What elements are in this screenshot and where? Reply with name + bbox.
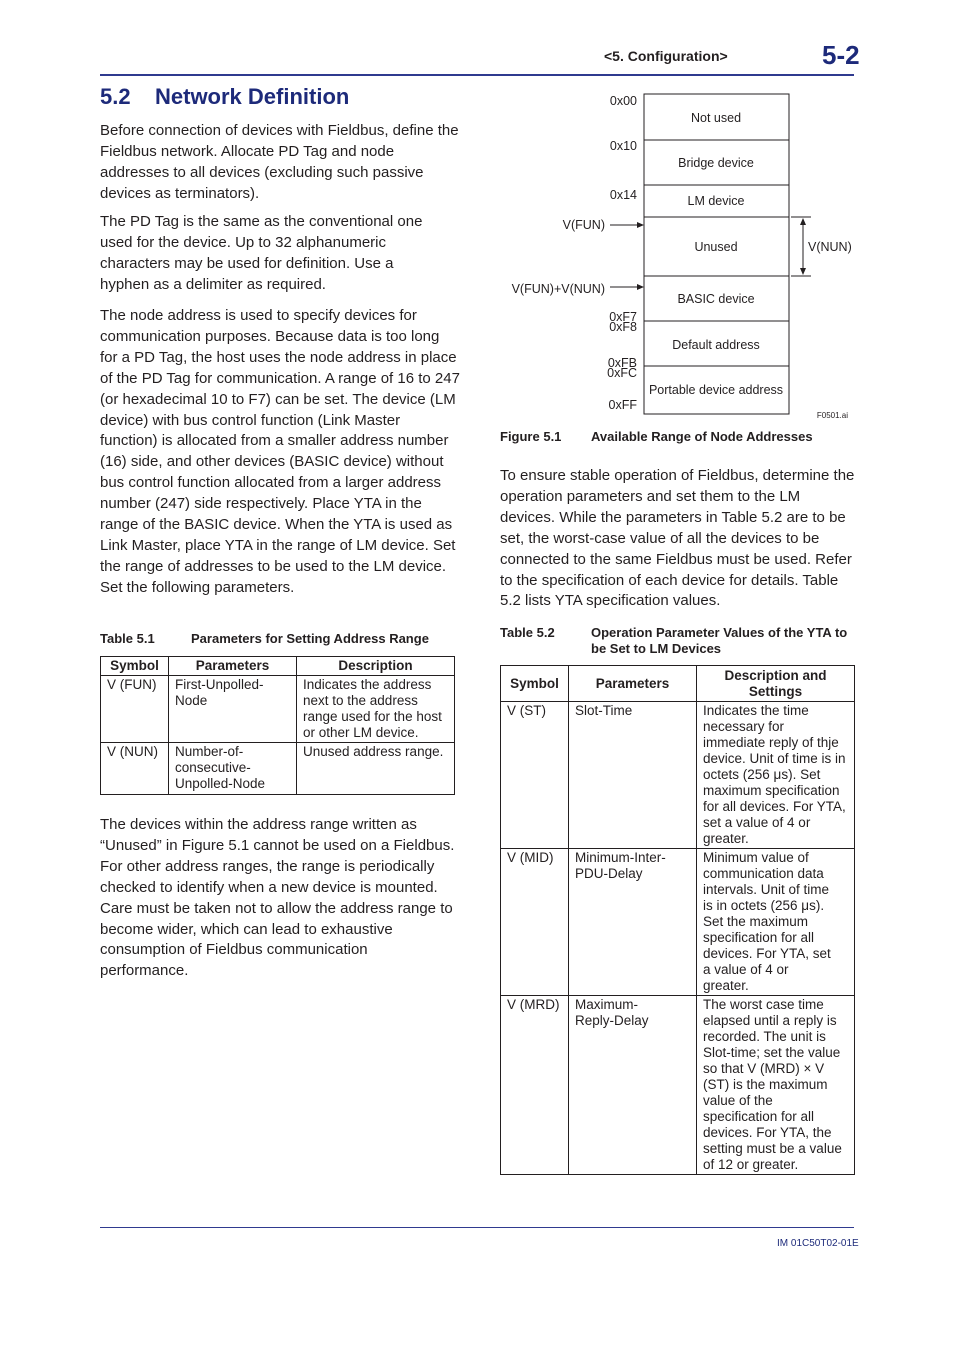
table-header-cell: Symbol [501,666,569,702]
figure-title: Available Range of Node Addresses [591,429,813,444]
table-header-row [501,666,855,702]
document-code: IM 01C50T02-01E [777,1238,859,1249]
section-title [100,84,349,110]
chapter-header: <5. Configuration> [604,48,728,64]
table-cell: V (MID) [501,849,569,996]
node-address-paragraph: The node address is used to specify devices for communication purposes. Because data is too long for a PD Tag, the host uses the node address in place of the PD Tag for communication. A range of 16 to 247 (or hexadecimal 10 to F7) can be set. The device (LM device) with bus control function (Link Master function) is allocated from a smaller address number (16) side, and other devices (BASIC device) without bus control function allocated from a larger address number (247) side respectively. Place YTA in the range of the BASIC device. When the YTA is used as Link Master, place YTA in the range of LM device. Set the range of addresses to be used to the LM device. Set the following parameters. [100,307,460,596]
table2-label: Table 5.2 [500,625,555,640]
table-header-cell: Symbol [101,657,169,676]
figure-caption [500,429,860,445]
operation-parameters-paragraph: To ensure stable operation of Fieldbus, determine the operation parameters and set them to the LM devices. While the parameters in Table 5.2 are to be set, the worst-case value of all the devices to be connected to the same Fieldbus must be used. Refer to the specification of each device for details. Table 5.2 lists YTA specification values. [500,467,855,610]
table1 [100,656,455,795]
pd-tag-paragraph: The PD Tag is the same as the conventional one used for the device. Up to 32 alphanumeric characters may be used for definition. Use a hyphen as a delimiter as required. [100,213,423,293]
footer-rule [100,1227,854,1228]
address-label: 0xFC [607,366,637,380]
table-cell: Minimum value of communication data intervals. Unit of time is in octets (256 μs). Set the maximum specification for all devices. For YTA, set a value of 4 or greater. [697,849,855,996]
table2 [500,665,855,1175]
node-address-figure [500,88,860,423]
table-row [501,996,855,1175]
table-cell: First-Unpolled-Node [169,676,297,743]
block-portable-device-address: Portable device address [648,383,784,397]
address-label: 0xFB [607,356,637,370]
block-unused: Unused [694,240,738,254]
table-cell: V (FUN) [101,676,169,743]
unused-range-paragraph: The devices within the address range written as “Unused” in Figure 5.1 cannot be used on a Fieldbus. For other address ranges, the range is periodically checked to identify when a new device is mounted. Care must be taken not to allow the address range to become wider, which can lead to exhaustive consumption of Fieldbus communication performance. [100,816,455,980]
table1-title: Parameters for Setting Address Range [191,631,429,646]
figure-label: Figure 5.1 [500,429,562,444]
table-row [501,702,855,849]
table-row [501,849,855,996]
table2-title: Operation Parameter Values of the YTA to be Set to LM Devices [591,625,848,656]
table-cell: Number-of-consecutive-Unpolled-Node [169,743,297,795]
table-cell: Maximum-Reply-Delay [569,996,697,1175]
table-cell: The worst case time elapsed until a reply is recorded. The unit is Slot-time; set the value so that V (MRD) × V (ST) is the maximum value of the specification for all devices. For YTA, the setting must be a value of 12 or greater. [697,996,855,1175]
table-cell: Slot-Time [569,702,697,849]
page-number: 5-2 [822,40,860,70]
table-cell: V (NUN) [101,743,169,795]
table-cell: Indicates the time necessary for immediate reply of thje device. Unit of time is in octets (256 μs). Set maximum specification for all devices. For YTA, set a value of 4 or greater. [697,702,855,849]
table-cell: Minimum-Inter-PDU-Delay [569,849,697,996]
nun-arrowhead-up [800,218,806,225]
block-bridge-device: Bridge device [678,156,754,170]
table-cell: V (MRD) [501,996,569,1175]
address-label: 0x00 [609,94,637,108]
block-default-address: Default address [672,338,760,352]
intro-paragraph: Before connection of devices with Fieldbus, define the Fieldbus network. Allocate PD Tag and node addresses to all devices (excluding such passive devices as terminators). [100,122,459,202]
section-title-text: Network Definition [155,84,350,109]
table-cell: Unused address range. [297,743,455,795]
v-fun-arrowhead [637,222,644,228]
table2-caption [500,625,856,657]
header-rule [100,74,854,76]
address-label: 0xFF [608,398,637,412]
v-fun-nun-arrowhead [637,284,644,290]
v-fun-nun-label: V(FUN)+V(NUN) [511,282,605,296]
table-cell: Indicates the address next to the address range used for the host or other LM device. [297,676,455,743]
block-not-used: Not used [690,111,742,125]
table-header-cell: Parameters [569,666,697,702]
table-cell: V (ST) [501,702,569,849]
table1-label: Table 5.1 [100,631,155,646]
table-row [101,676,455,743]
table-row [101,743,455,795]
figure-code: F0501.ai [816,411,848,420]
block-basic-device: BASIC device [677,292,755,306]
address-label: 0xF8 [609,320,637,334]
nun-arrowhead-down [800,268,806,275]
block-lm-device: LM device [687,194,745,208]
address-label: 0x14 [609,188,637,202]
v-nun-label: V(NUN) [808,240,852,254]
table-header-cell: Parameters [169,657,297,676]
v-fun-label: V(FUN) [562,218,605,232]
table-header-cell: Description [297,657,455,676]
section-number: 5.2 [100,84,131,109]
table-header-row [101,657,455,676]
table1-caption [100,631,460,647]
address-label: 0xF7 [609,310,637,324]
address-label: 0x10 [609,139,637,153]
table-header-cell: Description and Settings [697,666,855,702]
